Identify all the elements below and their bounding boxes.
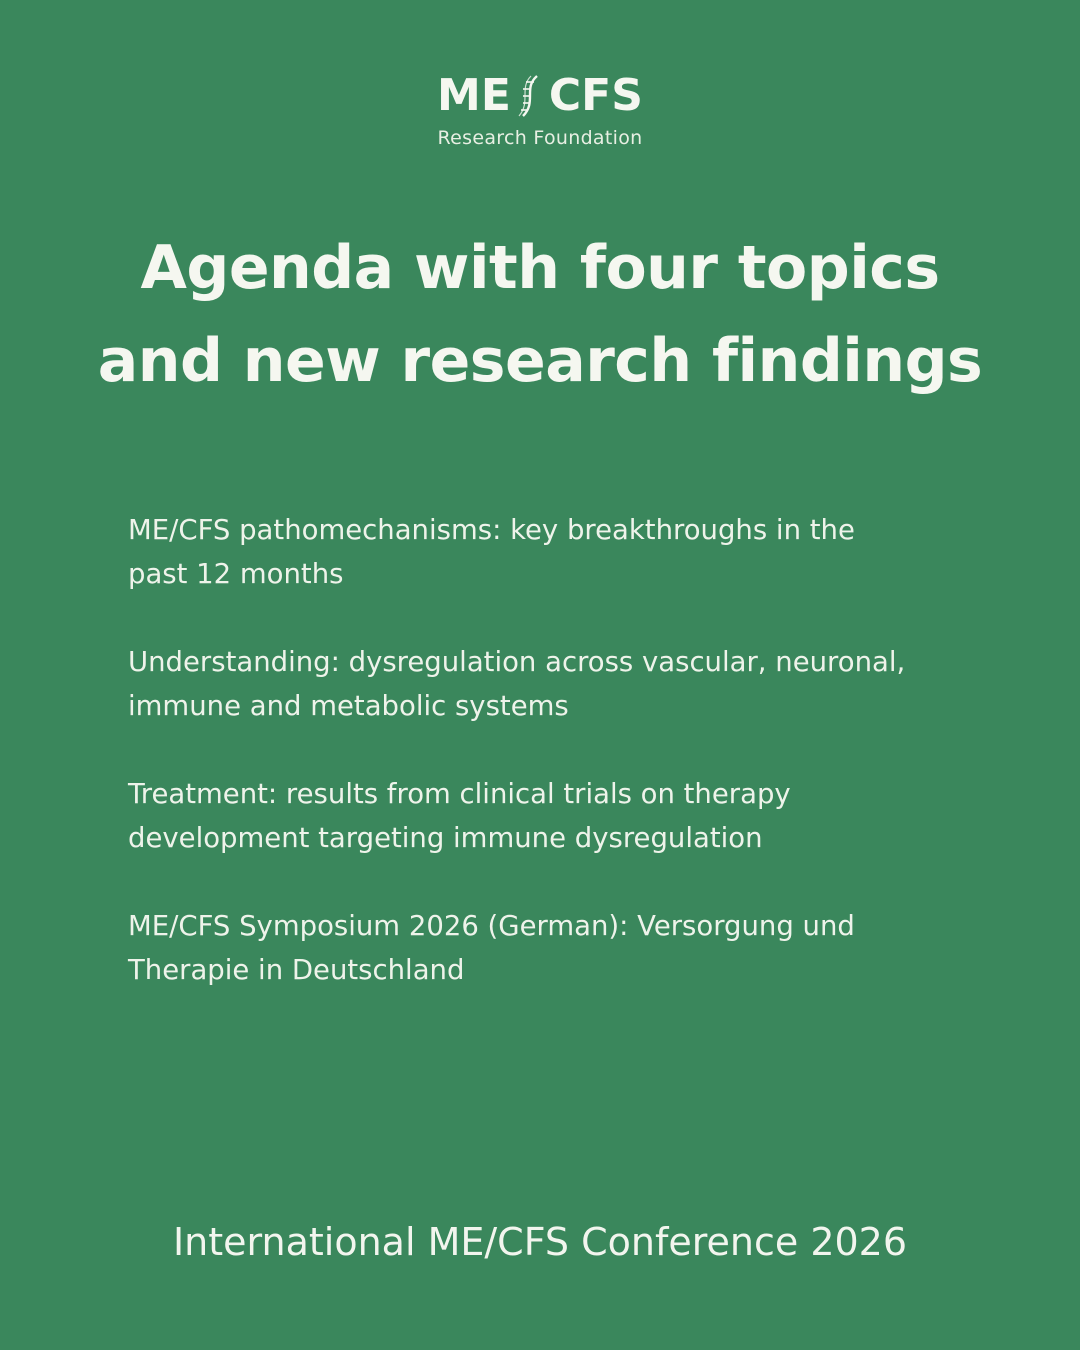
agenda-item xyxy=(128,508,988,596)
page-title xyxy=(40,222,1040,408)
agenda-item-line: Therapie in Deutschland xyxy=(128,954,465,986)
brand-name-left: ME xyxy=(437,70,511,121)
agenda-item-line: past 12 months xyxy=(128,558,344,590)
dna-helix-icon xyxy=(517,74,543,118)
agenda-item-line: Treatment: results from clinical trials on therapy xyxy=(128,778,791,810)
conference-footer: International ME/CFS Conference 2026 xyxy=(172,1220,908,1264)
brand-wordmark xyxy=(437,68,643,124)
title-line-1: Agenda with four topics xyxy=(140,233,940,303)
agenda-item-line: development targeting immune dysregulation xyxy=(128,822,763,854)
agenda-item-line: immune and metabolic systems xyxy=(128,690,569,722)
agenda-item-line: ME/CFS pathomechanisms: key breakthroughs in the xyxy=(128,514,855,546)
brand-name-right: CFS xyxy=(548,70,643,121)
agenda-list xyxy=(128,508,988,1036)
agenda-item xyxy=(128,904,988,992)
agenda-item xyxy=(128,640,988,728)
title-line-2: and new research findings xyxy=(97,326,983,396)
agenda-item xyxy=(128,772,988,860)
agenda-item-line: ME/CFS Symposium 2026 (German): Versorgung und xyxy=(128,910,855,942)
brand-subtitle: Research Foundation xyxy=(437,127,643,149)
agenda-item-line: Understanding: dysregulation across vascular, neuronal, xyxy=(128,646,906,678)
brand-logo xyxy=(0,68,1080,150)
